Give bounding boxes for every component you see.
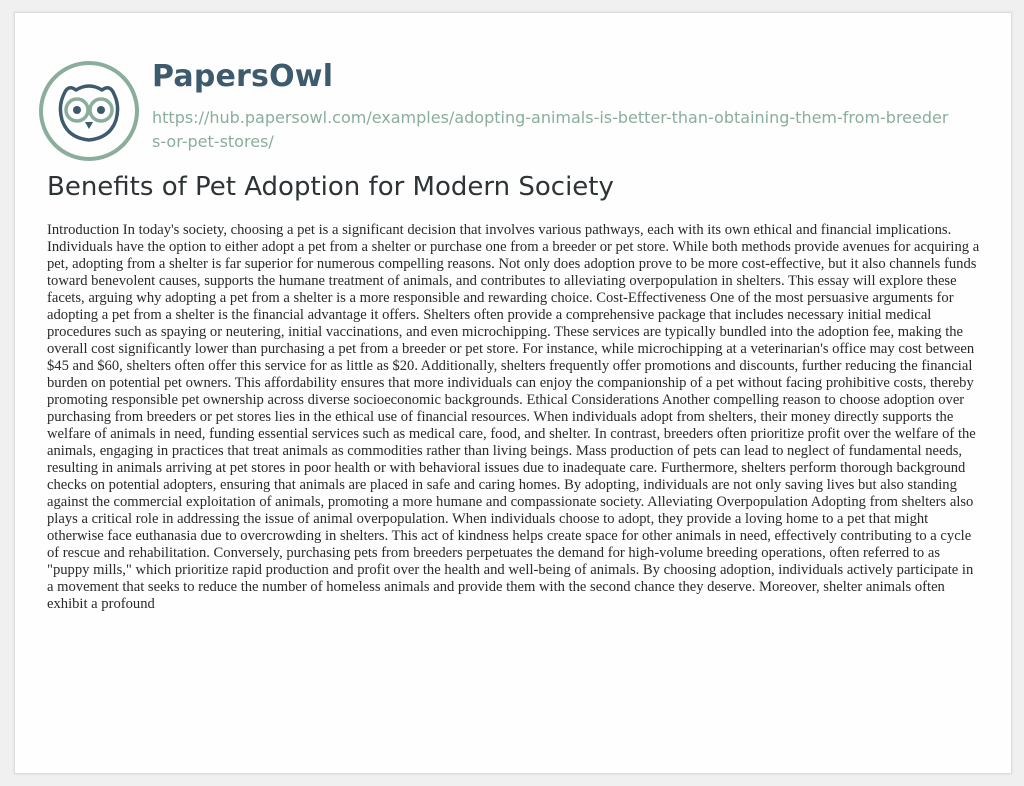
document-body: Introduction In today's society, choosing a pet is a significant decision that involves various pathways, each with its own ethical and financial implications. Individuals have the option to either adopt a pet from a shelter or purchase one from a breeder or pet store. While both methods provide avenues for acquiring a pet, adopting from a shelter is far superior for numerous compelling reasons. Not only does adoption prove to be more cost-effective, but it also channels funds toward benevolent causes, supports the humane treatment of animals, and contributes to alleviating overpopulation in shelters. This essay will explore these facets, arguing why adopting a pet from a shelter is a more responsible and rewarding choice. Cost-Effectiveness One of the most persuasive arguments for adopting a pet from a shelter is the financial advantage it offers. Shelters often provide a comprehensive package that includes necessary initial medical procedures such as spaying or neutering, initial vaccinations, and even microchipping. These services are typically bundled into the adoption fee, making the overall cost significantly lower than purchasing a pet from a breeder or pet store. For instance, while microchipping at a veterinarian's office may cost between $45 and $60, shelters often offer this service for as little as $20. Additionally, shelters frequently offer promotions and discounts, further reducing the financial burden on potential pet owners. This affordability ensures that more individuals can enjoy the companionship of a pet without facing prohibitive costs, thereby promoting responsible pet ownership across diverse socioeconomic backgrounds. Ethical Considerations Another compelling reason to choose adoption over purchasing from breeders or pet stores lies in the ethical use of financial resources. When individuals adopt from shelters, their money directly supports the welfare of animals in need, funding essential services such as medical care, food, and shelter. In contrast, breeders often prioritize profit over the welfare of the animals, engaging in practices that treat animals as commodities rather than living beings. Mass production of pets can lead to neglect of fundamental needs, resulting in animals arriving at pet stores in poor health or with behavioral issues due to inadequate care. Furthermore, shelters perform thorough background checks on potential adopters, ensuring that animals are placed in safe and caring homes. By adopting, individuals are not only saving lives but also standing against the commercial exploitation of animals, promoting a more humane and compassionate society. Alleviating Overpopulation Adopting from shelters also plays a critical role in addressing the issue of animal overpopulation. When individuals choose to adopt, they provide a loving home to a pet that might otherwise face euthanasia due to overcrowding in shelters. This act of kindness helps create space for other animals in need, effectively contributing to a cycle of rescue and rehabilitation. Conversely, purchasing pets from breeders perpetuates the demand for high-volume breeding operations, often referred to as "puppy mills," which prioritize rapid production and profit over the health and well-being of animals. By choosing adoption, individuals actively participate in a movement that seeks to reduce the number of homeless animals and provide them with the second chance they deserve. Moreover, shelter animals often exhibit a profound [47,222,980,612]
source-url-link[interactable]: https://hub.papersowl.com/examples/adopting-animals-is-better-than-obtaining-them-from-breeders-or-pet-stores/ [152,108,949,151]
brand-name[interactable]: PapersOwl [152,59,334,94]
document-title: Benefits of Pet Adoption for Modern Society [47,172,614,202]
owl-logo-icon [38,60,140,162]
